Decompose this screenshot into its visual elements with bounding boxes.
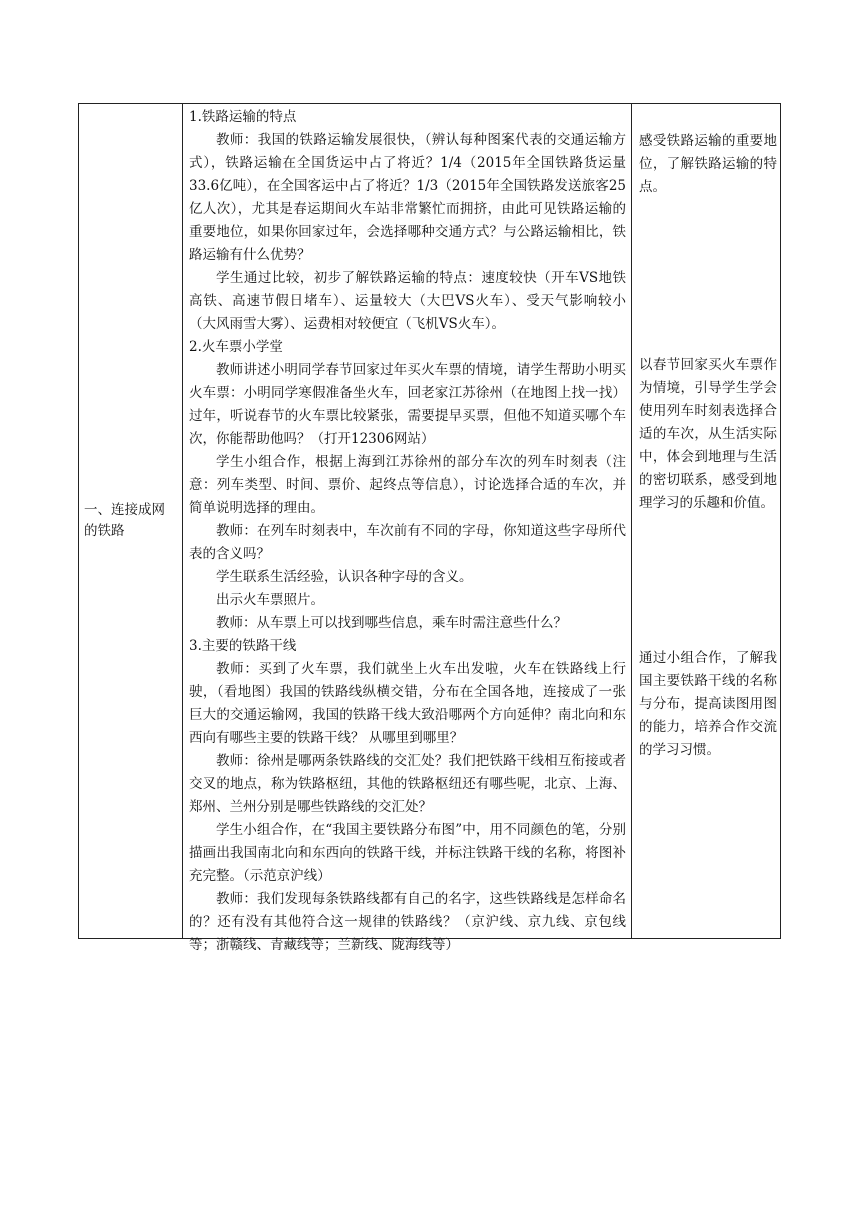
- paragraph: 教师：在列车时刻表中，车次前有不同的字母，你知道这些字母所代表的含义吗？: [189, 523, 626, 562]
- paragraph: 出示火车票照片。: [216, 592, 324, 608]
- design-note: 通过小组合作，了解我国主要铁路干线的名称与分布，提高读图用图的能力，培养合作交流的学习习惯。: [639, 650, 777, 758]
- design-note: 感受铁路运输的重要地位，了解铁路运输的特点。: [639, 133, 777, 195]
- paragraph: 学生小组合作，根据上海到江苏徐州的部分车次的列车时刻表（注意：列车类型、时间、票价、起终点等信息），讨论选择合适的车次，并简单说明选择的理由。: [189, 454, 626, 516]
- paragraph: 学生联系生活经验，认识各种字母的含义。: [216, 569, 473, 585]
- paragraph: 教师：从车票上可以找到哪些信息，乘车时需注意些什么？: [216, 615, 567, 631]
- paragraph: 教师：买到了火车票，我们就坐上火车出发啦，火车在铁路线上行驶，（看地图）我国的铁路线纵横交错，分布在全国各地，连接成了一张巨大的交通运输网，我国的铁路干线大致沿哪两个方向延伸？南北向和东西向有哪些主要的铁路干线？ 从哪里到哪里？: [189, 661, 626, 746]
- content-cell: [183, 104, 631, 953]
- paragraph: 教师：徐州是哪两条铁路线的交汇处？我们把铁路干线相互衔接或者交叉的地点，称为铁路枢纽，其他的铁路枢纽还有哪些呢，北京、上海、郑州、兰州分别是哪些铁路线的交汇处？: [189, 753, 626, 815]
- subsection-heading: 3.主要的铁路干线: [189, 638, 297, 654]
- section-cell: [79, 104, 182, 938]
- paragraph: 教师讲述小明同学春节回家过年买火车票的情境，请学生帮助小明买火车票：小明同学寒假准备坐火车，回老家江苏徐州（在地图上找一找）过年，听说春节的火车票比较紧张，需要提早买票，但他不知道买哪个车次，你能帮助他吗？（打开12306网站）: [189, 362, 626, 447]
- paragraph: 教师：我国的铁路运输发展很快，（辨认每种图案代表的交通运输方式），铁路运输在全国货运中占了将近？1/4（2015年全国铁路货运量33.6亿吨），在全国客运中占了将近？1/3（2015年全国铁路发送旅客25亿人次），尤其是春运期间火车站非常繁忙而拥挤，由此可见铁路运输的重要地位，如果你回家过年，会选择哪种交通方式？与公路运输相比，铁路运输有什么优势？: [189, 132, 626, 263]
- section-label: 一、连接成网的铁路: [84, 502, 165, 539]
- paragraph: 教师：我们发现每条铁路线都有自己的名字，这些铁路线是怎样命名的？还有没有其他符合这一规律的铁路线？（京沪线、京九线、京包线等；浙赣线、青藏线等；兰新线、陇海线等）: [189, 891, 626, 953]
- lesson-table: [78, 103, 781, 953]
- subsection-heading: 1.铁路运输的特点: [189, 109, 297, 125]
- subsection-heading: 2.火车票小学堂: [189, 339, 283, 355]
- paragraph: 学生通过比较，初步了解铁路运输的特点：速度较快（开车VS地铁高铁、高速节假日堵车）、运量较大（大巴VS火车）、受天气影响较小（大风雨雪大雾）、运费相对较便宜（飞机VS火车）。: [189, 270, 626, 332]
- notes-cell: [632, 104, 782, 938]
- design-note: 以春节回家买火车票作为情境，引导学生学会使用列车时刻表选择合适的车次，从生活实际中，体会到地理与生活的密切联系，感受到地理学习的乐趣和价值。: [639, 357, 777, 511]
- paragraph: 学生小组合作，在“我国主要铁路分布图”中，用不同颜色的笔，分别描画出我国南北向和东西向的铁路干线，并标注铁路干线的名称，将图补充完整。（示范京沪线）: [189, 822, 626, 884]
